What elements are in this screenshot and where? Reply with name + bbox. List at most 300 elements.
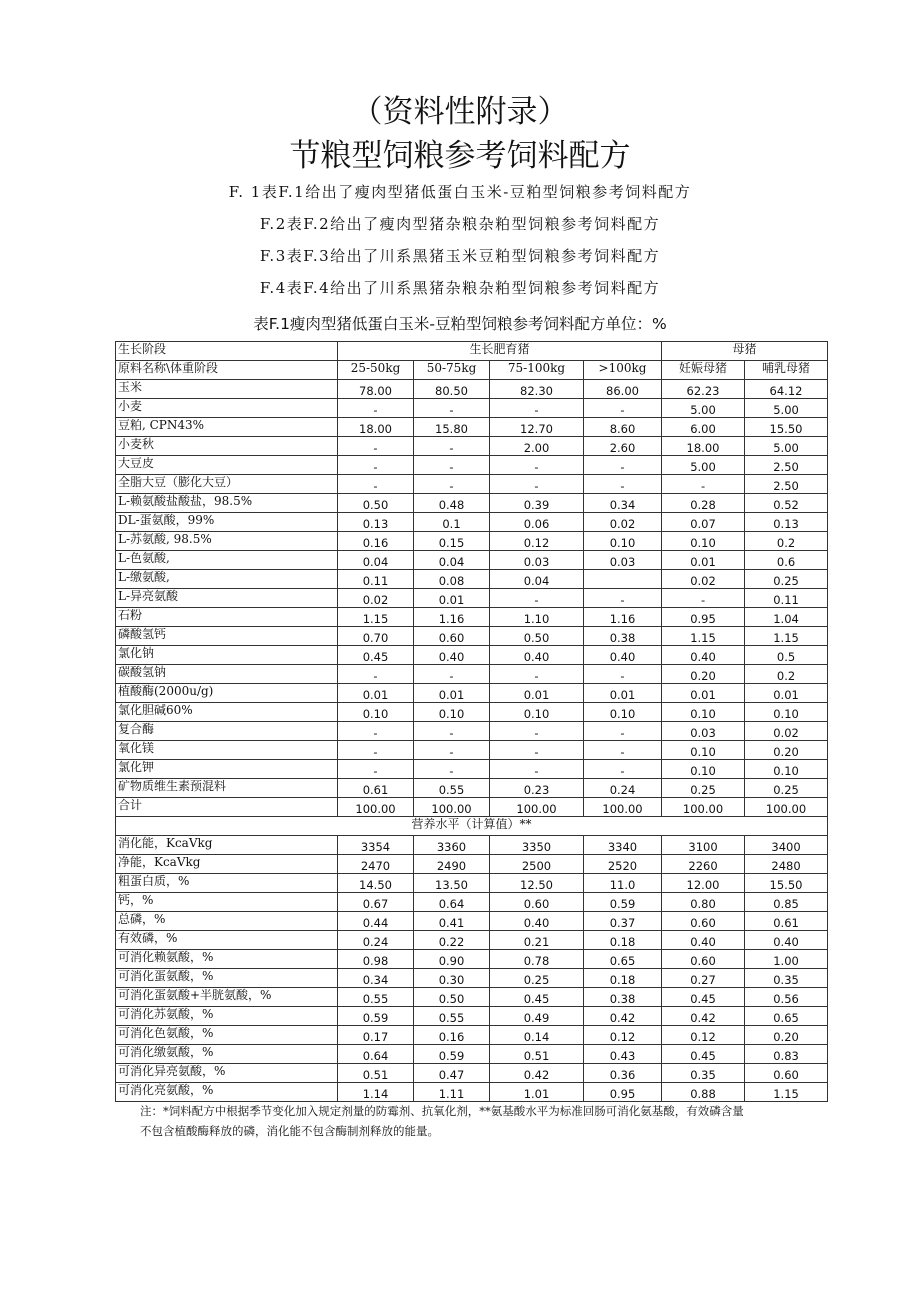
row2-label: 原料名称\体重阶段: [116, 361, 338, 380]
value-cell: 0.5: [745, 646, 828, 665]
value-cell: -: [584, 722, 662, 741]
value-cell: 0.50: [414, 988, 490, 1007]
value-cell: 0.25: [662, 779, 745, 798]
value-cell: -: [414, 475, 490, 494]
value-cell: 0.95: [662, 608, 745, 627]
header-row-stage: [116, 342, 828, 361]
value-cell: 0.65: [745, 1007, 828, 1026]
value-cell: 0.12: [662, 1026, 745, 1045]
row-label: 氯化钾: [116, 760, 338, 779]
value-cell: -: [414, 437, 490, 456]
value-cell: 18.00: [338, 418, 414, 437]
value-cell: 0.47: [414, 1064, 490, 1083]
table-row: [116, 532, 828, 551]
row-label: DL-蛋氨酸，99%: [116, 513, 338, 532]
value-cell: 0.03: [584, 551, 662, 570]
value-cell: -: [414, 665, 490, 684]
value-cell: 0.42: [584, 1007, 662, 1026]
value-cell: 0.59: [414, 1045, 490, 1064]
value-cell: 1.11: [414, 1083, 490, 1102]
value-cell: -: [338, 475, 414, 494]
nutrient-section-label: 营养水平（计算值）**: [116, 817, 828, 836]
value-cell: 0.42: [490, 1064, 584, 1083]
row-label: 消化能，KcaVkg: [116, 836, 338, 855]
row-label: 小麦秋: [116, 437, 338, 456]
col-header: 50-75kg: [414, 361, 490, 380]
table-row: [116, 855, 828, 874]
row-label: 矿物质维生素预混料: [116, 779, 338, 798]
value-cell: -: [338, 741, 414, 760]
value-cell: 0.02: [745, 722, 828, 741]
row-label: 氧化镁: [116, 741, 338, 760]
value-cell: 0.16: [414, 1026, 490, 1045]
value-cell: 0.51: [490, 1045, 584, 1064]
value-cell: 0.01: [584, 684, 662, 703]
row-label: 大豆皮: [116, 456, 338, 475]
intro-line-4: F.4表F.4给出了川系黑猪杂粮杂粕型饲粮参考饲料配方: [259, 279, 661, 297]
value-cell: 0.30: [414, 969, 490, 988]
value-cell: 0.40: [662, 931, 745, 950]
value-cell: 0.45: [490, 988, 584, 1007]
value-cell: -: [414, 741, 490, 760]
value-cell: 0.01: [662, 684, 745, 703]
value-cell: 0.20: [745, 1026, 828, 1045]
table-row: [116, 437, 828, 456]
value-cell: 0.83: [745, 1045, 828, 1064]
value-cell: 0.07: [662, 513, 745, 532]
value-cell: 0.01: [338, 684, 414, 703]
value-cell: 0.2: [745, 532, 828, 551]
value-cell: -: [338, 665, 414, 684]
stage-label: 生长阶段: [116, 342, 338, 361]
value-cell: 8.60: [584, 418, 662, 437]
table-row: [116, 893, 828, 912]
table-row: [116, 760, 828, 779]
value-cell: 0.42: [662, 1007, 745, 1026]
value-cell: 2500: [490, 855, 584, 874]
value-cell: 2.50: [745, 475, 828, 494]
value-cell: 0.55: [414, 779, 490, 798]
value-cell: 3400: [745, 836, 828, 855]
group-sow-header: 母猪: [662, 342, 828, 361]
value-cell: 0.64: [338, 1045, 414, 1064]
table-row: [116, 1045, 828, 1064]
value-cell: -: [584, 741, 662, 760]
value-cell: 0.18: [584, 931, 662, 950]
value-cell: 0.01: [745, 684, 828, 703]
value-cell: 64.12: [745, 380, 828, 399]
header-row-columns: [116, 361, 828, 380]
value-cell: 0.98: [338, 950, 414, 969]
table-row: [116, 418, 828, 437]
row-label: 可消化蛋氨酸，%: [116, 969, 338, 988]
table-row: [116, 950, 828, 969]
table-row: [116, 475, 828, 494]
value-cell: -: [414, 399, 490, 418]
value-cell: 3360: [414, 836, 490, 855]
value-cell: 0.04: [414, 551, 490, 570]
value-cell: 0.10: [414, 703, 490, 722]
row-label: 可消化亮氨酸，%: [116, 1083, 338, 1102]
value-cell: -: [584, 475, 662, 494]
value-cell: 0.45: [662, 988, 745, 1007]
value-cell: -: [584, 456, 662, 475]
table-row: [116, 798, 828, 817]
value-cell: -: [584, 589, 662, 608]
value-cell: 0.45: [338, 646, 414, 665]
value-cell: 0.60: [662, 950, 745, 969]
table-row: [116, 456, 828, 475]
value-cell: 0.04: [490, 570, 584, 589]
row-label: 总磷，%: [116, 912, 338, 931]
row-label: 石粉: [116, 608, 338, 627]
value-cell: 0.95: [584, 1083, 662, 1102]
value-cell: 0.40: [745, 931, 828, 950]
value-cell: 0.49: [490, 1007, 584, 1026]
row-label: 全脂大豆（膨化大豆）: [116, 475, 338, 494]
row-label: 氯化钠: [116, 646, 338, 665]
value-cell: 82.30: [490, 380, 584, 399]
page-title: 节粮型饲粮参考饲料配方: [289, 138, 631, 174]
value-cell: 0.21: [490, 931, 584, 950]
value-cell: 11.0: [584, 874, 662, 893]
value-cell: 0.04: [338, 551, 414, 570]
value-cell: 0.01: [490, 684, 584, 703]
table-note: [140, 1101, 840, 1141]
table-row: [116, 570, 828, 589]
value-cell: 0.61: [745, 912, 828, 931]
value-cell: 0.70: [338, 627, 414, 646]
value-cell: -: [490, 399, 584, 418]
formula-table: [115, 341, 828, 1102]
value-cell: 0.24: [584, 779, 662, 798]
row-label: 可消化赖氨酸，%: [116, 950, 338, 969]
value-cell: 0.67: [338, 893, 414, 912]
value-cell: 5.00: [745, 437, 828, 456]
value-cell: 0.10: [338, 703, 414, 722]
value-cell: 1.16: [414, 608, 490, 627]
row-label: 钙，%: [116, 893, 338, 912]
intro-line-1: F. 1表F.1给出了瘦肉型猪低蛋白玉米-豆粕型饲粮参考饲料配方: [228, 183, 692, 201]
value-cell: 100.00: [662, 798, 745, 817]
value-cell: 6.00: [662, 418, 745, 437]
value-cell: 0.15: [414, 532, 490, 551]
value-cell: 78.00: [338, 380, 414, 399]
value-cell: 0.08: [414, 570, 490, 589]
value-cell: 3354: [338, 836, 414, 855]
value-cell: 2.60: [584, 437, 662, 456]
value-cell: 0.78: [490, 950, 584, 969]
value-cell: 15.50: [745, 418, 828, 437]
col-header: 25-50kg: [338, 361, 414, 380]
value-cell: 2260: [662, 855, 745, 874]
row-label: 小麦: [116, 399, 338, 418]
value-cell: 2.50: [745, 456, 828, 475]
value-cell: 0.88: [662, 1083, 745, 1102]
table-row: [116, 494, 828, 513]
value-cell: 100.00: [584, 798, 662, 817]
table-row: [116, 627, 828, 646]
table-row: [116, 703, 828, 722]
col-header: 75-100kg: [490, 361, 584, 380]
value-cell: 0.10: [662, 532, 745, 551]
appendix-label: （资料性附录）: [351, 94, 569, 130]
value-cell: 0.35: [745, 969, 828, 988]
table-row: [116, 912, 828, 931]
value-cell: 14.50: [338, 874, 414, 893]
value-cell: 0.18: [584, 969, 662, 988]
value-cell: 0.85: [745, 893, 828, 912]
row-label: 碳酸氢钠: [116, 665, 338, 684]
value-cell: 0.40: [490, 912, 584, 931]
value-cell: 1.15: [338, 608, 414, 627]
value-cell: 0.40: [414, 646, 490, 665]
value-cell: 0.03: [490, 551, 584, 570]
value-cell: 0.10: [662, 703, 745, 722]
value-cell: 0.59: [584, 893, 662, 912]
value-cell: 0.52: [745, 494, 828, 513]
value-cell: -: [490, 760, 584, 779]
row-label: L-异亮氨酸: [116, 589, 338, 608]
value-cell: -: [338, 456, 414, 475]
value-cell: 0.44: [338, 912, 414, 931]
value-cell: 80.50: [414, 380, 490, 399]
value-cell: 0.22: [414, 931, 490, 950]
row-label: L-缴氨酸,: [116, 570, 338, 589]
value-cell: 0.25: [745, 570, 828, 589]
value-cell: 0.55: [414, 1007, 490, 1026]
value-cell: 0.13: [338, 513, 414, 532]
value-cell: 0.12: [584, 1026, 662, 1045]
value-cell: 3100: [662, 836, 745, 855]
value-cell: 1.15: [662, 627, 745, 646]
value-cell: 0.10: [490, 703, 584, 722]
value-cell: 15.50: [745, 874, 828, 893]
value-cell: 0.34: [338, 969, 414, 988]
value-cell: 0.10: [584, 532, 662, 551]
note-line-1: 注：*饲料配方中根据季节变化加入规定剂量的防霉剂、抗氧化剂，**氨基酸水平为标准回肠可消化氨基酸，有效磷含量: [140, 1104, 744, 1118]
value-cell: -: [338, 760, 414, 779]
table-row: [116, 722, 828, 741]
col-header: 哺乳母猪: [745, 361, 828, 380]
table-row: [116, 380, 828, 399]
value-cell: -: [490, 741, 584, 760]
value-cell: -: [490, 589, 584, 608]
value-cell: 0.34: [584, 494, 662, 513]
value-cell: 0.60: [490, 893, 584, 912]
value-cell: 0.01: [414, 684, 490, 703]
value-cell: 0.40: [490, 646, 584, 665]
value-cell: 0.27: [662, 969, 745, 988]
value-cell: 1.10: [490, 608, 584, 627]
value-cell: 0.55: [338, 988, 414, 1007]
value-cell: -: [662, 475, 745, 494]
col-header: >100kg: [584, 361, 662, 380]
note-line-2: 不包含植酸酶释放的磷，消化能不包含酶制剂释放的能量。: [140, 1124, 439, 1138]
value-cell: 1.14: [338, 1083, 414, 1102]
value-cell: -: [338, 399, 414, 418]
table-caption: 表F.1瘦肉型猪低蛋白玉米-豆粕型饲粮参考饲料配方单位：%: [253, 315, 667, 333]
value-cell: 0.20: [662, 665, 745, 684]
value-cell: 2480: [745, 855, 828, 874]
value-cell: 0.6: [745, 551, 828, 570]
value-cell: 2.00: [490, 437, 584, 456]
row-label: 氯化胆碱60%: [116, 703, 338, 722]
row-label: 可消化蛋氨酸+半胱氨酸，%: [116, 988, 338, 1007]
row-label: L-赖氨酸盐酸盐，98.5%: [116, 494, 338, 513]
value-cell: 0.36: [584, 1064, 662, 1083]
value-cell: 18.00: [662, 437, 745, 456]
table-row: [116, 1064, 828, 1083]
row-label: 可消化异亮氨酸，%: [116, 1064, 338, 1083]
value-cell: 0.24: [338, 931, 414, 950]
table-row: [116, 513, 828, 532]
row-label: 可消化缴氨酸，%: [116, 1045, 338, 1064]
value-cell: 0.10: [745, 703, 828, 722]
value-cell: 1.15: [745, 1083, 828, 1102]
value-cell: 0.35: [662, 1064, 745, 1083]
value-cell: 0.10: [745, 760, 828, 779]
value-cell: 0.43: [584, 1045, 662, 1064]
value-cell: 0.61: [338, 779, 414, 798]
row-label: 合计: [116, 798, 338, 817]
value-cell: 3350: [490, 836, 584, 855]
value-cell: 0.10: [584, 703, 662, 722]
value-cell: 100.00: [745, 798, 828, 817]
value-cell: 0.37: [584, 912, 662, 931]
row-label: 玉米: [116, 380, 338, 399]
value-cell: 1.04: [745, 608, 828, 627]
row-label: 复合酶: [116, 722, 338, 741]
row-label: 可消化色氨酸，%: [116, 1026, 338, 1045]
value-cell: 0.02: [662, 570, 745, 589]
value-cell: 0.64: [414, 893, 490, 912]
row-label: 净能，KcaVkg: [116, 855, 338, 874]
value-cell: 0.56: [745, 988, 828, 1007]
value-cell: 2490: [414, 855, 490, 874]
table-row: [116, 1083, 828, 1102]
value-cell: 0.40: [584, 646, 662, 665]
table-row: [116, 779, 828, 798]
value-cell: 0.06: [490, 513, 584, 532]
value-cell: 1.15: [745, 627, 828, 646]
value-cell: 0.25: [490, 969, 584, 988]
value-cell: -: [662, 589, 745, 608]
value-cell: 0.01: [414, 589, 490, 608]
value-cell: -: [584, 665, 662, 684]
value-cell: 12.00: [662, 874, 745, 893]
table-row: [116, 874, 828, 893]
value-cell: 1.00: [745, 950, 828, 969]
table-row: [116, 969, 828, 988]
table-row: [116, 608, 828, 627]
value-cell: 0.11: [745, 589, 828, 608]
value-cell: 0.25: [745, 779, 828, 798]
row-label: 粗蛋白质，%: [116, 874, 338, 893]
value-cell: [584, 570, 662, 589]
value-cell: 0.17: [338, 1026, 414, 1045]
value-cell: 0.20: [745, 741, 828, 760]
value-cell: -: [490, 665, 584, 684]
row-label: 植酸酶(2000u/g): [116, 684, 338, 703]
value-cell: 5.00: [745, 399, 828, 418]
table-row: [116, 1007, 828, 1026]
value-cell: 5.00: [662, 456, 745, 475]
row-label: L-苏氨酸, 98.5%: [116, 532, 338, 551]
value-cell: 0.13: [745, 513, 828, 532]
row-label: 豆粕, CPN43%: [116, 418, 338, 437]
value-cell: 0.02: [584, 513, 662, 532]
value-cell: -: [414, 722, 490, 741]
value-cell: 0.60: [745, 1064, 828, 1083]
value-cell: 0.50: [338, 494, 414, 513]
value-cell: 0.23: [490, 779, 584, 798]
table-row: [116, 1026, 828, 1045]
value-cell: -: [338, 722, 414, 741]
value-cell: 0.65: [584, 950, 662, 969]
value-cell: 0.2: [745, 665, 828, 684]
value-cell: 3340: [584, 836, 662, 855]
table-row: [116, 399, 828, 418]
value-cell: 0.60: [662, 912, 745, 931]
row-label: 可消化苏氨酸，%: [116, 1007, 338, 1026]
value-cell: 86.00: [584, 380, 662, 399]
value-cell: -: [338, 437, 414, 456]
value-cell: 0.10: [662, 741, 745, 760]
value-cell: 100.00: [414, 798, 490, 817]
value-cell: 1.01: [490, 1083, 584, 1102]
value-cell: 0.51: [338, 1064, 414, 1083]
value-cell: 12.50: [490, 874, 584, 893]
value-cell: -: [414, 456, 490, 475]
value-cell: 0.39: [490, 494, 584, 513]
value-cell: -: [414, 760, 490, 779]
value-cell: 0.12: [490, 532, 584, 551]
value-cell: 0.60: [414, 627, 490, 646]
group-grow-header: 生长肥育猪: [338, 342, 662, 361]
value-cell: 0.16: [338, 532, 414, 551]
value-cell: -: [490, 475, 584, 494]
value-cell: 5.00: [662, 399, 745, 418]
table-row: [116, 646, 828, 665]
value-cell: -: [584, 399, 662, 418]
row-label: 有效磷，%: [116, 931, 338, 950]
value-cell: 0.38: [584, 988, 662, 1007]
value-cell: 2520: [584, 855, 662, 874]
table-row: [116, 665, 828, 684]
value-cell: -: [490, 722, 584, 741]
value-cell: 15.80: [414, 418, 490, 437]
value-cell: 0.03: [662, 722, 745, 741]
value-cell: 2470: [338, 855, 414, 874]
intro-line-2: F.2表F.2给出了瘦肉型猪杂粮杂粕型饲粮参考饲料配方: [259, 215, 661, 233]
value-cell: 0.48: [414, 494, 490, 513]
value-cell: 0.10: [662, 760, 745, 779]
table-row: [116, 551, 828, 570]
value-cell: 0.1: [414, 513, 490, 532]
value-cell: 0.45: [662, 1045, 745, 1064]
value-cell: 100.00: [338, 798, 414, 817]
intro-line-3: F.3表F.3给出了川系黑猪玉米豆粕型饲粮参考饲料配方: [259, 247, 661, 265]
value-cell: 0.41: [414, 912, 490, 931]
table-row: [116, 589, 828, 608]
row-label: L-色氨酸,: [116, 551, 338, 570]
nutrient-section-row: [116, 817, 828, 836]
value-cell: 0.02: [338, 589, 414, 608]
value-cell: 0.01: [662, 551, 745, 570]
value-cell: -: [584, 760, 662, 779]
value-cell: 0.90: [414, 950, 490, 969]
